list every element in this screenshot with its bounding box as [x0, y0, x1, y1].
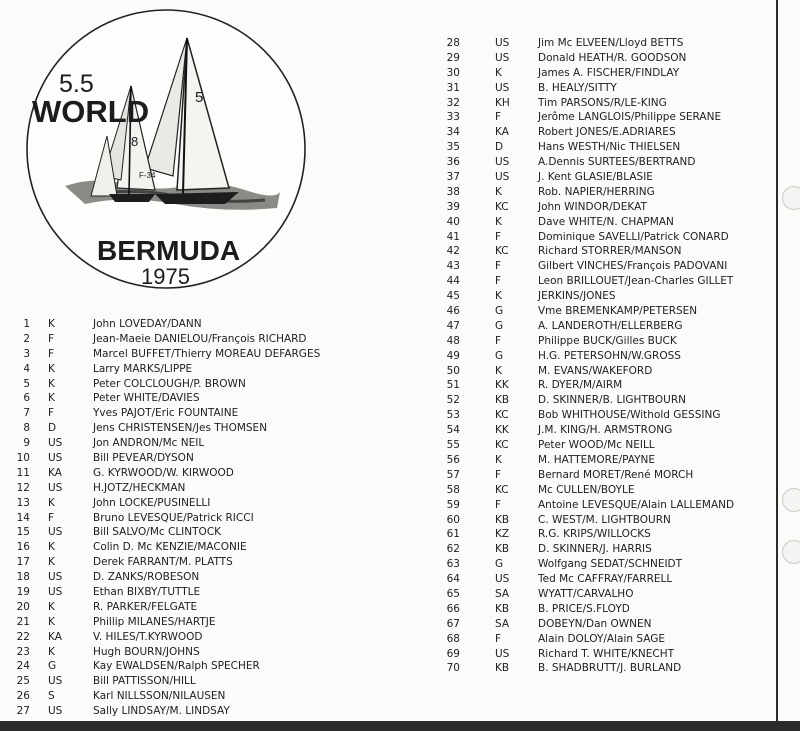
entry-crew: M. HATTEMORE/PAYNE: [538, 453, 655, 466]
entry-number: 22: [16, 630, 30, 643]
entry-crew: R. DYER/M/AIRM: [538, 379, 623, 392]
entry-nation: F: [48, 511, 55, 524]
class-label: 5.5: [59, 70, 94, 98]
entry-crew: Jim Mc ELVEEN/Lloyd BETTS: [538, 37, 684, 49]
entry-nation: K: [495, 185, 502, 198]
entry-number: 32: [446, 96, 460, 109]
entry-number: 59: [446, 498, 460, 511]
entry-number: 15: [16, 526, 30, 539]
entry-crew: Donald HEATH/R. GOODSON: [538, 51, 687, 64]
entry-nation: US: [48, 705, 63, 718]
binder-hole-top: [782, 186, 800, 210]
entry-nation: KB: [495, 662, 510, 675]
entry-crew: Bob WHITHOUSE/Withold GESSING: [538, 409, 721, 422]
entry-nation: US: [48, 452, 63, 465]
entry-crew: Robert JONES/E.ADRIARES: [538, 126, 676, 139]
entry-number: 53: [446, 409, 460, 422]
entry-number: 48: [446, 334, 460, 347]
regatta-logo: [25, 8, 307, 290]
entry-nation: G: [495, 349, 504, 362]
entry-crew: Philippe BUCK/Gilles BUCK: [538, 334, 677, 347]
entry-nation: US: [48, 481, 63, 494]
entry-crew: Jens CHRISTENSEN/Jes THOMSEN: [93, 422, 268, 435]
entry-nation: US: [48, 437, 63, 450]
entry-nation: F: [48, 407, 55, 420]
entry-number: 55: [446, 439, 460, 452]
entry-nation: US: [495, 156, 510, 169]
entry-nation: K: [495, 215, 502, 228]
entry-crew: R. PARKER/FELGATE: [93, 600, 198, 613]
sail-number-main: 5: [195, 89, 204, 106]
entry-number: 23: [16, 645, 30, 658]
entry-number: 43: [446, 260, 460, 273]
entry-nation: F: [495, 468, 502, 481]
entry-nation: KC: [495, 409, 509, 422]
entry-nation: KA: [48, 630, 62, 643]
entry-crew: Larry MARKS/LIPPE: [93, 362, 193, 375]
entry-crew: Bernard MORET/René MORCH: [538, 468, 694, 481]
entry-nation: F: [495, 275, 502, 288]
entry-nation: KA: [48, 466, 62, 479]
entry-number: 56: [446, 453, 460, 466]
entry-crew: Vme BREMENKAMP/PETERSEN: [538, 305, 698, 318]
entry-nation: SA: [495, 617, 510, 630]
entry-number: 19: [16, 586, 30, 599]
binder-hole-middle: [782, 488, 800, 512]
entry-crew: Derek FARRANT/M. PLATTS: [93, 556, 233, 569]
entry-nation: G: [495, 319, 504, 332]
entry-nation: US: [495, 647, 510, 660]
entry-nation: US: [48, 526, 63, 539]
entry-crew: WYATT/CARVALHO: [538, 587, 634, 600]
entry-crew: R.G. KRIPS/WILLOCKS: [538, 528, 651, 541]
entry-crew: A.Dennis SURTEES/BERTRAND: [538, 156, 696, 169]
sail-number-small: F-34: [139, 171, 156, 180]
entry-number: 61: [446, 528, 460, 541]
entry-crew: Mc CULLEN/BOYLE: [538, 483, 635, 496]
entry-nation: K: [48, 556, 55, 569]
entry-crew: Phillip MILANES/HARTJE: [93, 615, 216, 628]
entry-nation: KB: [495, 543, 510, 556]
location-label: BERMUDA: [97, 235, 241, 266]
event-label: WORLD: [32, 94, 150, 129]
entry-number: 52: [446, 394, 460, 407]
entry-crew: James A. FISCHER/FINDLAY: [538, 66, 680, 79]
entry-number: 8: [23, 422, 30, 435]
entry-number: 28: [446, 37, 460, 49]
entry-number: 62: [446, 543, 460, 556]
entry-crew: Peter WHITE/DAVIES: [93, 392, 200, 405]
entry-nation: KZ: [495, 528, 510, 541]
entry-nation: G: [48, 660, 57, 673]
entry-number: 51: [446, 379, 460, 392]
entry-number: 29: [446, 51, 460, 64]
entry-number: 30: [446, 66, 460, 79]
entry-nation: K: [495, 364, 502, 377]
entry-crew: Peter WOOD/Mc NEILL: [538, 439, 655, 452]
entry-number: 18: [16, 571, 30, 584]
entry-crew: C. WEST/M. LIGHTBOURN: [538, 513, 671, 526]
entry-nation: K: [48, 377, 55, 390]
entry-crew: J.M. KING/H. ARMSTRONG: [538, 424, 673, 437]
entry-number: 37: [446, 171, 460, 184]
entry-nation: KC: [495, 200, 509, 213]
entry-crew: J. Kent GLASIE/BLASIE: [538, 171, 653, 184]
entry-crew: JERKINS/JONES: [538, 290, 616, 303]
entry-crew: Peter COLCLOUGH/P. BROWN: [93, 377, 246, 390]
entry-number: 33: [446, 111, 460, 124]
entry-crew: B. PRICE/S.FLOYD: [538, 602, 630, 615]
entry-nation: F: [48, 332, 55, 345]
entry-crew: H.G. PETERSOHN/W.GROSS: [538, 349, 681, 362]
entry-nation: D: [495, 141, 504, 154]
entry-nation: K: [48, 318, 55, 330]
entry-nation: K: [48, 496, 55, 509]
entry-number: 49: [446, 349, 460, 362]
entry-number: 67: [446, 617, 460, 630]
entry-crew: H.JOTZ/HECKMAN: [93, 481, 186, 494]
entry-number: 21: [16, 615, 30, 628]
entry-crew: A. LANDEROTH/ELLERBERG: [538, 319, 683, 332]
entry-number: 68: [446, 632, 460, 645]
entry-nation: SA: [495, 587, 510, 600]
entry-crew: D. ZANKS/ROBESON: [93, 571, 200, 584]
entry-crew: Alain DOLOY/Alain SAGE: [538, 632, 665, 645]
entry-crew: Hugh BOURN/JOHNS: [93, 645, 200, 658]
entry-nation: KK: [495, 424, 509, 437]
entry-number: 4: [23, 362, 30, 375]
entry-nation: F: [495, 230, 502, 243]
entry-crew: Marcel BUFFET/Thierry MOREAU DEFARGES: [93, 347, 321, 360]
sail-number-mid: 8: [131, 134, 139, 149]
entry-crew: G. KYRWOOD/W. KIRWOOD: [93, 466, 234, 479]
entry-crew: Bruno LEVESQUE/Patrick RICCI: [93, 511, 254, 524]
entry-number: 24: [16, 660, 30, 673]
entry-crew: D. SKINNER/J. HARRIS: [538, 543, 652, 556]
entry-nation: F: [495, 260, 502, 273]
entry-nation: S: [48, 690, 55, 703]
entry-nation: KH: [495, 96, 510, 109]
entry-crew: John WINDOR/DEKAT: [538, 200, 647, 213]
entry-nation: K: [48, 541, 55, 554]
entry-nation: K: [495, 66, 502, 79]
entry-crew: Karl NILLSSON/NILAUSEN: [93, 690, 226, 703]
entry-crew: John LOCKE/PUSINELLI: [93, 496, 211, 509]
entry-crew: Jon ANDRON/Mc NEIL: [93, 437, 205, 450]
entry-number: 36: [446, 156, 460, 169]
page-bottom-edge: [0, 721, 800, 731]
entry-number: 10: [16, 452, 30, 465]
entry-number: 3: [23, 347, 30, 360]
entry-nation: KB: [495, 513, 510, 526]
entry-number: 63: [446, 558, 460, 571]
entry-nation: US: [495, 81, 510, 94]
entry-crew: Jean-Maeie DANIELOU/François RICHARD: [93, 332, 307, 345]
entry-number: 16: [16, 541, 30, 554]
entry-nation: K: [495, 453, 502, 466]
entry-nation: K: [495, 290, 502, 303]
entry-crew: Leon BRILLOUET/Jean-Charles GILLET: [538, 275, 734, 288]
entry-number: 42: [446, 245, 460, 258]
entry-nation: US: [48, 586, 63, 599]
entry-number: 31: [446, 81, 460, 94]
entry-nation: KC: [495, 483, 509, 496]
entry-nation: KC: [495, 439, 509, 452]
entry-crew: Ethan BIXBY/TUTTLE: [93, 586, 201, 599]
entry-nation: F: [495, 111, 502, 124]
entry-crew: Bill SALVO/Mc CLINTOCK: [93, 526, 222, 539]
entry-crew: Richard STORRER/MANSON: [538, 245, 682, 258]
entry-number: 7: [23, 407, 30, 420]
entry-nation: G: [495, 558, 504, 571]
entry-number: 44: [446, 275, 460, 288]
entry-nation: K: [48, 645, 55, 658]
entry-crew: M. EVANS/WAKEFORD: [538, 364, 653, 377]
entry-nation: K: [48, 615, 55, 628]
entry-crew: D. SKINNER/B. LIGHTBOURN: [538, 394, 686, 407]
year-label: 1975: [141, 264, 190, 289]
entry-crew: Kay EWALDSEN/Ralph SPECHER: [93, 660, 260, 673]
entry-number: 46: [446, 305, 460, 318]
entry-crew: Yves PAJOT/Eric FOUNTAINE: [93, 407, 239, 420]
entry-crew: Bill PEVEAR/DYSON: [93, 452, 194, 465]
entry-number: 60: [446, 513, 460, 526]
entry-nation: US: [48, 675, 63, 688]
entry-nation: G: [495, 305, 504, 318]
entry-crew: Tim PARSONS/R/LE-KING: [538, 96, 667, 109]
entry-number: 25: [16, 675, 30, 688]
entry-number: 2: [23, 332, 30, 345]
entry-crew: Gilbert VINCHES/François PADOVANI: [538, 260, 728, 273]
entry-nation: US: [48, 571, 63, 584]
entry-number: 26: [16, 690, 30, 703]
entry-crew: Richard T. WHITE/KNECHT: [538, 647, 675, 660]
entry-nation: KA: [495, 126, 509, 139]
entry-nation: US: [495, 171, 510, 184]
entry-crew: V. HILES/T.KYRWOOD: [93, 630, 203, 643]
entry-nation: D: [48, 422, 57, 435]
entry-number: 47: [446, 319, 460, 332]
entry-number: 54: [446, 424, 460, 437]
entry-crew: John LOVEDAY/DANN: [93, 318, 202, 330]
entry-nation: K: [48, 362, 55, 375]
entry-number: 12: [16, 481, 30, 494]
entry-nation: US: [495, 573, 510, 586]
entry-number: 6: [23, 392, 30, 405]
entry-number: 64: [446, 573, 460, 586]
entry-number: 20: [16, 600, 30, 613]
entry-crew: Ted Mc CAFFRAY/FARRELL: [538, 573, 673, 586]
entry-crew: Colin D. Mc KENZIE/MACONIE: [93, 541, 247, 554]
page-edge: [776, 0, 778, 731]
entry-nation: KB: [495, 394, 510, 407]
entry-number: 41: [446, 230, 460, 243]
entry-crew: Rob. NAPIER/HERRING: [538, 185, 655, 198]
entry-number: 69: [446, 647, 460, 660]
entry-number: 1: [23, 318, 30, 330]
entry-nation: US: [495, 37, 510, 49]
entry-nation: F: [495, 334, 502, 347]
entry-number: 70: [446, 662, 460, 675]
entry-nation: F: [495, 498, 502, 511]
entry-number: 40: [446, 215, 460, 228]
entry-nation: F: [495, 632, 502, 645]
entry-number: 9: [23, 437, 30, 450]
entry-number: 58: [446, 483, 460, 496]
entry-nation: KB: [495, 602, 510, 615]
entry-number: 45: [446, 290, 460, 303]
entry-nation: K: [48, 600, 55, 613]
entry-number: 14: [16, 511, 30, 524]
entry-crew: Dave WHITE/N. CHAPMAN: [538, 215, 674, 228]
entry-number: 66: [446, 602, 460, 615]
entry-nation: US: [495, 51, 510, 64]
entry-crew: Antoine LEVESQUE/Alain LALLEMAND: [538, 498, 735, 511]
entry-crew: Sally LINDSAY/M. LINDSAY: [93, 705, 230, 718]
entry-nation: KK: [495, 379, 509, 392]
entry-number: 17: [16, 556, 30, 569]
entry-number: 65: [446, 587, 460, 600]
entry-number: 34: [446, 126, 460, 139]
entry-number: 35: [446, 141, 460, 154]
entry-crew: DOBEYN/Dan OWNEN: [538, 617, 652, 630]
entry-number: 13: [16, 496, 30, 509]
entry-crew: B. SHADBRUTT/J. BURLAND: [538, 662, 682, 675]
entry-number: 27: [16, 705, 30, 718]
entry-number: 5: [23, 377, 30, 390]
entry-nation: KC: [495, 245, 509, 258]
entry-number: 11: [16, 466, 30, 479]
entry-crew: Jerôme LANGLOIS/Philippe SERANE: [538, 111, 722, 124]
entry-nation: F: [48, 347, 55, 360]
entry-crew: Bill PATTISSON/HILL: [93, 675, 196, 688]
binder-hole-lower: [782, 540, 800, 564]
entry-number: 57: [446, 468, 460, 481]
entry-nation: K: [48, 392, 55, 405]
entry-crew: Hans WESTH/Nic THIELSEN: [538, 141, 681, 154]
entry-crew: B. HEALY/SITTY: [538, 81, 617, 94]
entry-crew: Dominique SAVELLI/Patrick CONARD: [538, 230, 729, 243]
entry-number: 39: [446, 200, 460, 213]
entry-crew: Wolfgang SEDAT/SCHNEIDT: [538, 558, 683, 571]
entry-number: 50: [446, 364, 460, 377]
entry-number: 38: [446, 185, 460, 198]
